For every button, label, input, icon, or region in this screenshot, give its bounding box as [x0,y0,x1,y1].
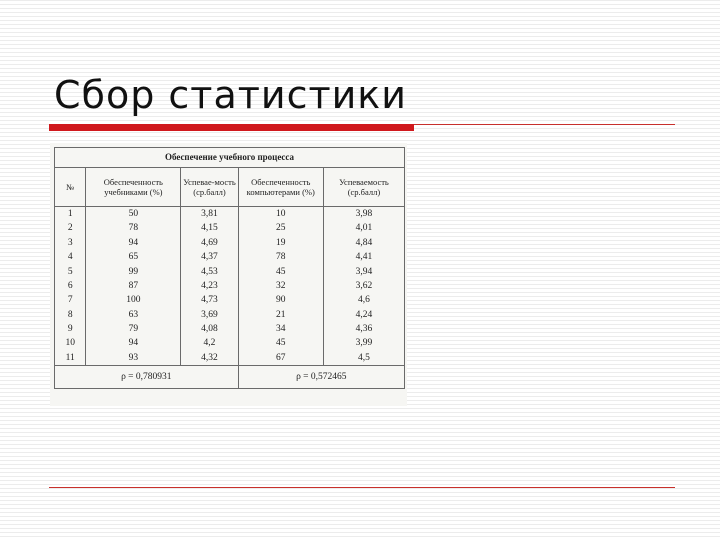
table-row [55,221,405,235]
title-underline-red [49,124,414,131]
row-number: 1 [55,207,86,222]
table-row [55,308,405,322]
header-textbook-supply: Обеспеченность учебниками (%) [86,168,181,207]
row-number: 8 [55,308,86,322]
textbook-supply-cell: 79 [86,322,181,336]
performance-cell-2: 3,98 [323,207,404,222]
computer-supply-cell: 78 [238,250,323,264]
performance-cell-1: 3,81 [181,207,238,222]
textbook-supply-cell: 78 [86,221,181,235]
performance-cell-2: 3,94 [323,265,404,279]
header-computer-supply: Обеспеченность компьютерами (%) [238,168,323,207]
textbook-supply-cell: 93 [86,351,181,366]
table-row [55,337,405,351]
row-number: 3 [55,236,86,250]
computer-supply-cell: 90 [238,293,323,307]
table-caption: Обеспечение учебного процесса [55,148,405,168]
performance-cell-2: 4,84 [323,236,404,250]
performance-cell-1: 4,15 [181,221,238,235]
row-number: 11 [55,351,86,366]
performance-cell-1: 4,37 [181,250,238,264]
computer-supply-cell: 25 [238,221,323,235]
performance-cell-1: 4,53 [181,265,238,279]
computer-supply-cell: 45 [238,265,323,279]
table-header-row [55,168,405,207]
correlation-right: ρ = 0,572465 [238,366,404,389]
computer-supply-cell: 19 [238,236,323,250]
performance-cell-1: 3,69 [181,308,238,322]
textbook-supply-cell: 87 [86,279,181,293]
table-footer-row [55,366,405,389]
textbook-supply-cell: 99 [86,265,181,279]
correlation-left: ρ = 0,780931 [55,366,239,389]
textbook-supply-cell: 94 [86,337,181,351]
performance-cell-2: 4,36 [323,322,404,336]
performance-cell-2: 4,5 [323,351,404,366]
performance-cell-1: 4,08 [181,322,238,336]
performance-cell-2: 4,6 [323,293,404,307]
computer-supply-cell: 10 [238,207,323,222]
performance-cell-2: 4,24 [323,308,404,322]
computer-supply-cell: 21 [238,308,323,322]
table-row [55,236,405,250]
slide-title: Сбор статистики [54,73,407,117]
header-performance-2: Успеваемость (ср.балл) [323,168,404,207]
textbook-supply-cell: 94 [86,236,181,250]
row-number: 4 [55,250,86,264]
header-number: № [55,168,86,207]
textbook-supply-cell: 100 [86,293,181,307]
statistics-table-image [50,143,407,406]
computer-supply-cell: 67 [238,351,323,366]
computer-supply-cell: 32 [238,279,323,293]
performance-cell-2: 4,01 [323,221,404,235]
performance-cell-2: 3,62 [323,279,404,293]
computer-supply-cell: 34 [238,322,323,336]
performance-cell-1: 4,23 [181,279,238,293]
table-row [55,265,405,279]
performance-cell-2: 4,41 [323,250,404,264]
table-row [55,293,405,307]
performance-cell-1: 4,2 [181,337,238,351]
header-performance-1: Успевае-мость (ср.балл) [181,168,238,207]
table-row [55,351,405,366]
textbook-supply-cell: 50 [86,207,181,222]
row-number: 7 [55,293,86,307]
table-row [55,279,405,293]
textbook-supply-cell: 65 [86,250,181,264]
statistics-table [54,147,405,389]
performance-cell-1: 4,69 [181,236,238,250]
bottom-rule [49,487,675,488]
row-number: 6 [55,279,86,293]
table-row [55,250,405,264]
row-number: 2 [55,221,86,235]
row-number: 5 [55,265,86,279]
table-row [55,322,405,336]
performance-cell-2: 3,99 [323,337,404,351]
textbook-supply-cell: 63 [86,308,181,322]
row-number: 10 [55,337,86,351]
table-row [55,207,405,222]
row-number: 9 [55,322,86,336]
performance-cell-1: 4,73 [181,293,238,307]
title-underline-thin [414,124,675,125]
performance-cell-1: 4,32 [181,351,238,366]
computer-supply-cell: 45 [238,337,323,351]
